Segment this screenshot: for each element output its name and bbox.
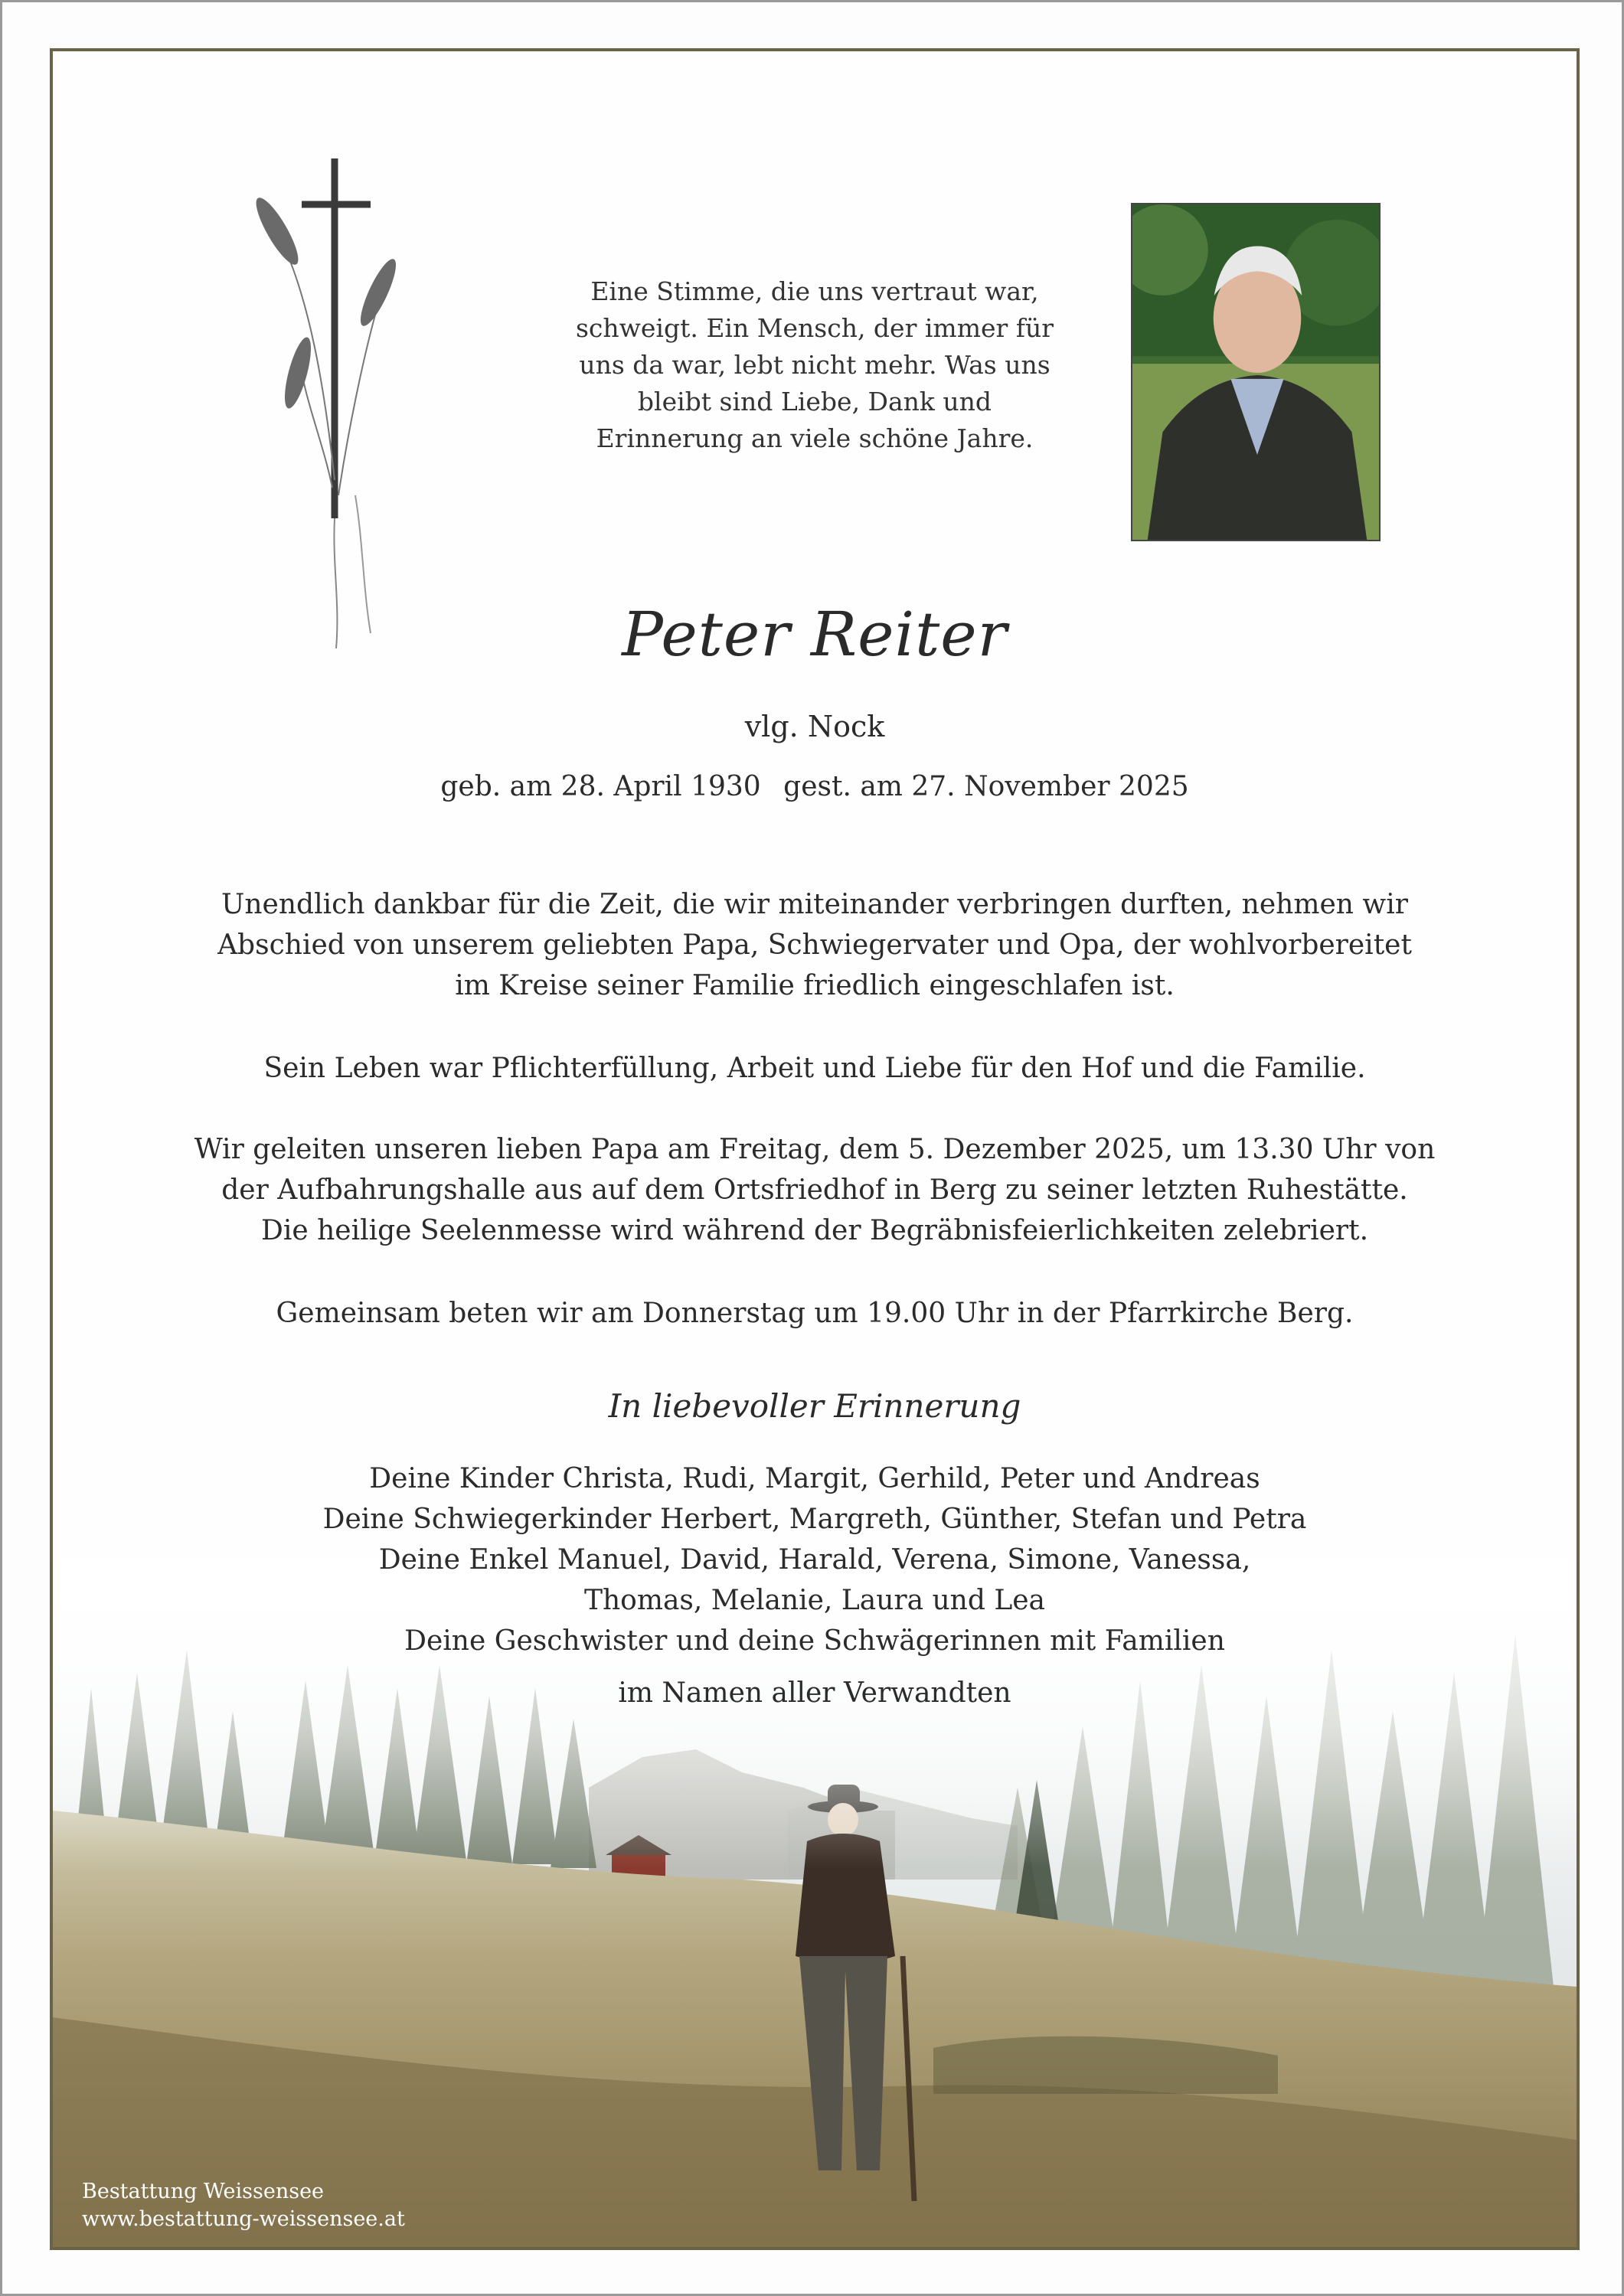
mourners-line: Deine Enkel Manuel, David, Harald, Verena, Simone, Vanessa, (378, 1544, 1251, 1576)
mourners-line: Deine Kinder Christa, Rudi, Margit, Gerhild, Peter und Andreas (369, 1463, 1260, 1494)
company-website: www.bestattung-weissensee.at (82, 2207, 405, 2231)
quote-line: Erinnerung an viele schöne Jahre. (596, 423, 1034, 453)
landscape-photo (53, 1558, 1577, 2247)
paragraph-line: Gemeinsam beten wir am Donnerstag um 19.00 Uhr in der Pfarrkirche Berg. (276, 1298, 1354, 1329)
paragraph-line: Die heilige Seelenmesse wird während der Begräbnisfeierlichkeiten zelebriert. (260, 1215, 1369, 1246)
mourners-line: Thomas, Melanie, Laura und Lea (583, 1585, 1046, 1616)
quote-line: schweigt. Ein Mensch, der immer für (575, 313, 1054, 343)
birth-date: geb. am 28. April 1930 (440, 771, 761, 802)
deceased-alias: vlg. Nock (744, 710, 885, 743)
death-date: gest. am 27. November 2025 (783, 771, 1189, 802)
quote-line: uns da war, lebt nicht mehr. Was uns (579, 350, 1051, 380)
closing-line: im Namen aller Verwandten (618, 1677, 1011, 1709)
obituary-frame (50, 48, 1580, 2250)
cross-with-wheat-icon (248, 158, 401, 648)
deceased-name: Peter Reiter (622, 599, 1008, 670)
company-name: Bestattung Weissensee (82, 2180, 325, 2203)
paragraph-line: Wir geleiten unseren lieben Papa am Freitag, dem 5. Dezember 2025, um 13.30 Uhr von (194, 1134, 1436, 1165)
memorial-quote (551, 273, 1079, 457)
funeral-details-paragraph (175, 1129, 1454, 1251)
mourners-list (206, 1458, 1423, 1661)
funeral-home-credit (82, 2178, 405, 2233)
quote-line: Eine Stimme, die uns vertraut war, (590, 276, 1039, 306)
quote-line: bleibt sind Liebe, Dank und (637, 387, 992, 416)
farewell-paragraph (175, 884, 1454, 1006)
paragraph-line: Sein Leben war Pflichterfüllung, Arbeit und Liebe für den Hof und die Familie. (263, 1053, 1366, 1084)
mourners-line: Deine Geschwister und deine Schwägerinnen mit Familien (404, 1625, 1225, 1657)
prayer-paragraph (175, 1293, 1454, 1334)
portrait-photo (1131, 203, 1381, 541)
mourners-line: Deine Schwiegerkinder Herbert, Margreth, Günther, Stefan und Petra (322, 1504, 1307, 1535)
paragraph-line: Unendlich dankbar für die Zeit, die wir miteinander verbringen durften, nehmen wir (221, 889, 1408, 920)
paragraph-line: der Aufbahrungshalle aus auf dem Ortsfriedhof in Berg zu seiner letzten Ruhestätte. (221, 1174, 1408, 1206)
life-dates (53, 771, 1577, 802)
paragraph-line: Abschied von unserem geliebten Papa, Schwiegervater und Opa, der wohlvorbereitet (217, 929, 1412, 961)
memory-heading: In liebevoller Erinnerung (608, 1387, 1021, 1425)
life-paragraph (175, 1048, 1454, 1089)
paragraph-line: im Kreise seiner Familie friedlich eingeschlafen ist. (455, 970, 1175, 1001)
